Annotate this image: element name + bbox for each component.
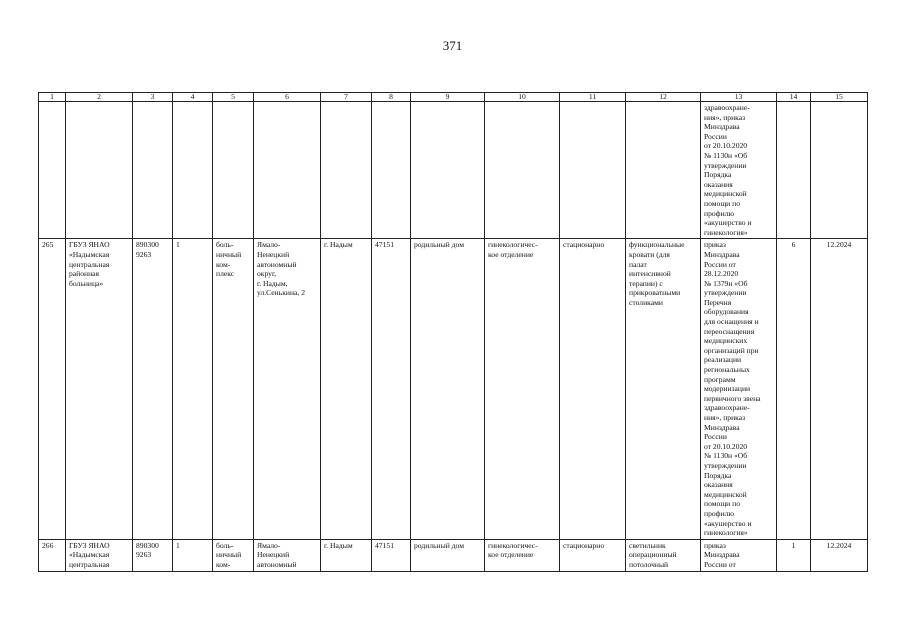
cell-department: гинекологичес- кое отделение	[485, 239, 560, 539]
column-number: 2	[66, 93, 133, 102]
column-number: 14	[777, 93, 811, 102]
cell-address	[254, 102, 321, 239]
cell-date: 12.2024	[811, 539, 868, 571]
column-number: 5	[213, 93, 254, 102]
cell-equipment: функциональные кровати (для палат интенсивной терапии) с прикроватными столиками	[626, 239, 701, 539]
cell-facility: родильный дом	[411, 239, 485, 539]
cell-inn	[133, 102, 173, 239]
cell-equipment	[626, 102, 701, 239]
column-number: 11	[560, 93, 626, 102]
cell-code: 47151	[372, 539, 411, 571]
cell-city	[321, 102, 372, 239]
cell-address: Ямало- Ненецкий автономный	[254, 539, 321, 571]
cell-city: г. Надым	[321, 539, 372, 571]
cell-object-type	[213, 102, 254, 239]
page-number: 371	[442, 38, 463, 53]
column-number-row	[39, 93, 868, 102]
cell-code: 47151	[372, 239, 411, 539]
cell-care-form: стационарно	[560, 539, 626, 571]
cell-basis: приказ Минздрава России от	[701, 539, 777, 571]
cell-quantity	[777, 102, 811, 239]
cell-department: гинекологичес- кое отделение	[485, 539, 560, 571]
column-number: 10	[485, 93, 560, 102]
column-number: 4	[173, 93, 213, 102]
column-number: 3	[133, 93, 173, 102]
column-number: 12	[626, 93, 701, 102]
cell-organization	[66, 102, 133, 239]
column-number: 9	[411, 93, 485, 102]
column-number: 7	[321, 93, 372, 102]
cell-object-type: боль- ничный ком- плекс	[213, 239, 254, 539]
cell-inn: 890300 9263	[133, 539, 173, 571]
cell-quantity: 1	[777, 539, 811, 571]
cell-col-4	[173, 102, 213, 239]
cell-organization: ГБУЗ ЯНАО «Надымская центральная районная больница»	[66, 239, 133, 539]
cell-code	[372, 102, 411, 239]
cell-address: Ямало- Ненецкий автономный округ, г. Надым, ул.Сенькина, 2	[254, 239, 321, 539]
cell-quantity: 6	[777, 239, 811, 539]
cell-col-4: 1	[173, 539, 213, 571]
table-row	[39, 539, 868, 571]
cell-department	[485, 102, 560, 239]
cell-date	[811, 102, 868, 239]
column-number: 15	[811, 93, 868, 102]
cell-row-number	[39, 102, 66, 239]
cell-care-form	[560, 102, 626, 239]
cell-equipment: светильник операционный потолочный	[626, 539, 701, 571]
cell-city: г. Надым	[321, 239, 372, 539]
cell-date: 12.2024	[811, 239, 868, 539]
table-row-continuation	[39, 102, 868, 239]
cell-basis: здравоохране- ния», приказ Минздрава России от 20.10.2020 № 1130н «Об утверждении Порядка оказания медицинской помощи по профилю «акушерство и гинекология»	[701, 102, 777, 239]
cell-row-number: 265	[39, 239, 66, 539]
cell-organization: ГБУЗ ЯНАО «Надымская центральная	[66, 539, 133, 571]
cell-care-form: стационарно	[560, 239, 626, 539]
cell-facility: родильный дом	[411, 539, 485, 571]
page-bottom-margin	[0, 581, 905, 640]
cell-row-number: 266	[39, 539, 66, 571]
column-number: 13	[701, 93, 777, 102]
equipment-table	[38, 92, 868, 572]
table-row	[39, 239, 868, 539]
column-number: 1	[39, 93, 66, 102]
column-number: 6	[254, 93, 321, 102]
column-number: 8	[372, 93, 411, 102]
cell-object-type: боль- ничный ком-	[213, 539, 254, 571]
cell-basis: приказ Минздрава России от 28.12.2020 № 1379н «Об утверждении Перечня оборудования для оснащения и переоснащения медицинских организаций при реализации региональных программ модернизации первичного звена здравоохране- ния», приказ Минздрава России от 20.10.2020 № 1130н «Об утверждении Порядка оказания медицинской помощи по профилю «акушерство и гинекология»	[701, 239, 777, 539]
cell-inn: 890300 9263	[133, 239, 173, 539]
cell-col-4: 1	[173, 239, 213, 539]
cell-facility	[411, 102, 485, 239]
